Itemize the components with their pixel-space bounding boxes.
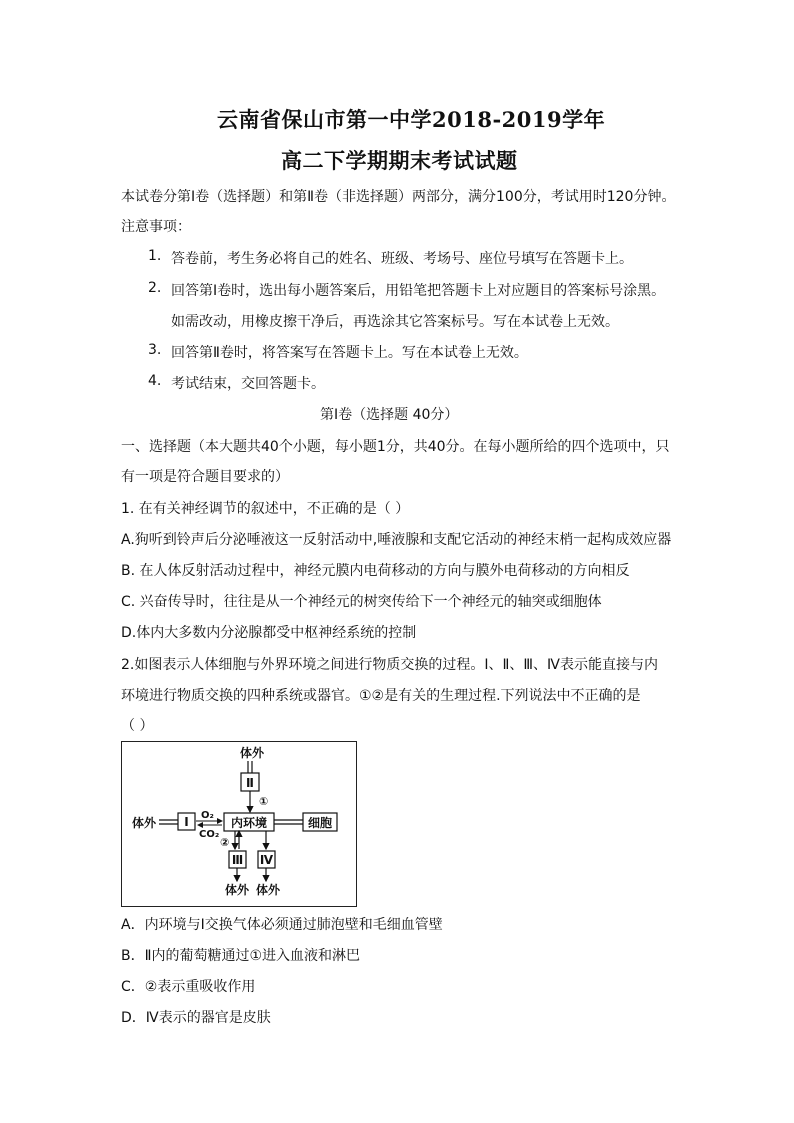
diagram-svg [122, 742, 356, 906]
material-exchange-diagram [121, 741, 357, 907]
question-1-option-a: A.狗听到铃声后分泌唾液这一反射活动中,唾液腺和支配它活动的神经末梢一起构成效应器 [121, 532, 672, 548]
question-1-option-c: C. 兴奋传导时，往往是从一个神经元的树突传给下一个神经元的轴突或细胞体 [121, 594, 602, 610]
top-outside-label: 体外 [239, 746, 265, 760]
internal-environment-label: 内环境 [230, 816, 268, 830]
question-2-option-d: D．Ⅳ表示的器官是皮肤 [121, 1010, 271, 1026]
question-2-option-c: C．②表示重吸收作用 [121, 979, 256, 995]
question-2-option-a: A．内环境与Ⅰ交换气体必须通过肺泡壁和毛细血管壁 [121, 917, 443, 933]
note-text: 答卷前，考生务必将自己的姓名、班级、考场号、座位号填写在答题卡上。 [171, 251, 633, 267]
note-text: 考试结束，交回答题卡。 [171, 376, 325, 392]
title-line-2: 高二下学期期末考试试题 [281, 148, 518, 173]
notes-heading: 注意事项： [121, 219, 191, 235]
o2-label: O₂ [201, 810, 214, 821]
section-intro-line-2: 有一项是符合题目要求的） [121, 469, 289, 485]
co2-label: CO₂ [199, 829, 220, 840]
question-1-stem: 1. 在有关神经调节的叙述中，不正确的是（ ） [121, 501, 410, 517]
exam-intro: 本试卷分第Ⅰ卷（选择题）和第Ⅱ卷（非选择题）两部分，满分100分，考试用时120分钟。 [121, 189, 676, 205]
bottom-right-outside-label: 体外 [255, 883, 281, 897]
left-outside-label: 体外 [132, 816, 157, 830]
box-iii-label: Ⅲ [231, 853, 244, 867]
title-line-1: 云南省保山市第一中学2018-2019学年 [217, 107, 606, 132]
box-i-label: Ⅰ [184, 815, 189, 829]
process-1-label: ① [259, 795, 269, 808]
cell-label: 细胞 [307, 816, 333, 830]
question-2-option-b: B．Ⅱ内的葡萄糖通过①进入血液和淋巴 [121, 948, 361, 964]
question-2-stem-line-3: （ ） [121, 718, 154, 734]
box-ii-label: Ⅱ [246, 776, 254, 790]
section-heading: 第Ⅰ卷（选择题 40分） [320, 407, 459, 423]
note-number: 4. [148, 373, 162, 389]
question-1-option-d: D.体内大多数内分泌腺都受中枢神经系统的控制 [121, 625, 417, 641]
box-iv-label: Ⅳ [259, 853, 274, 867]
question-1-option-b: B. 在人体反射活动过程中，神经元膜内电荷移动的方向与膜外电荷移动的方向相反 [121, 563, 630, 579]
process-2-label: ② [220, 836, 230, 849]
note-number: 3. [148, 342, 162, 358]
bottom-left-outside-label: 体外 [224, 883, 250, 897]
section-intro-line-1: 一、选择题（本大题共40个小题，每小题1分，共40分。在每小题所给的四个选项中，只 [121, 439, 670, 455]
note-number: 1. [148, 248, 162, 264]
note-text-continued: 如需改动，用橡皮擦干净后，再选涂其它答案标号。写在本试卷上无效。 [171, 314, 619, 330]
note-text: 回答第Ⅰ卷时，选出每小题答案后，用铅笔把答题卡上对应题目的答案标号涂黑。 [171, 283, 666, 299]
note-text: 回答第Ⅱ卷时，将答案写在答题卡上。写在本试卷上无效。 [171, 345, 528, 361]
note-number: 2. [148, 280, 162, 296]
question-2-stem-line-2: 环境进行物质交换的四种系统或器官。①②是有关的生理过程.下列说法中不正确的是 [121, 688, 641, 704]
question-2-stem-line-1: 2.如图表示人体细胞与外界环境之间进行物质交换的过程。Ⅰ、Ⅱ、Ⅲ、Ⅳ表示能直接与内 [121, 657, 658, 673]
